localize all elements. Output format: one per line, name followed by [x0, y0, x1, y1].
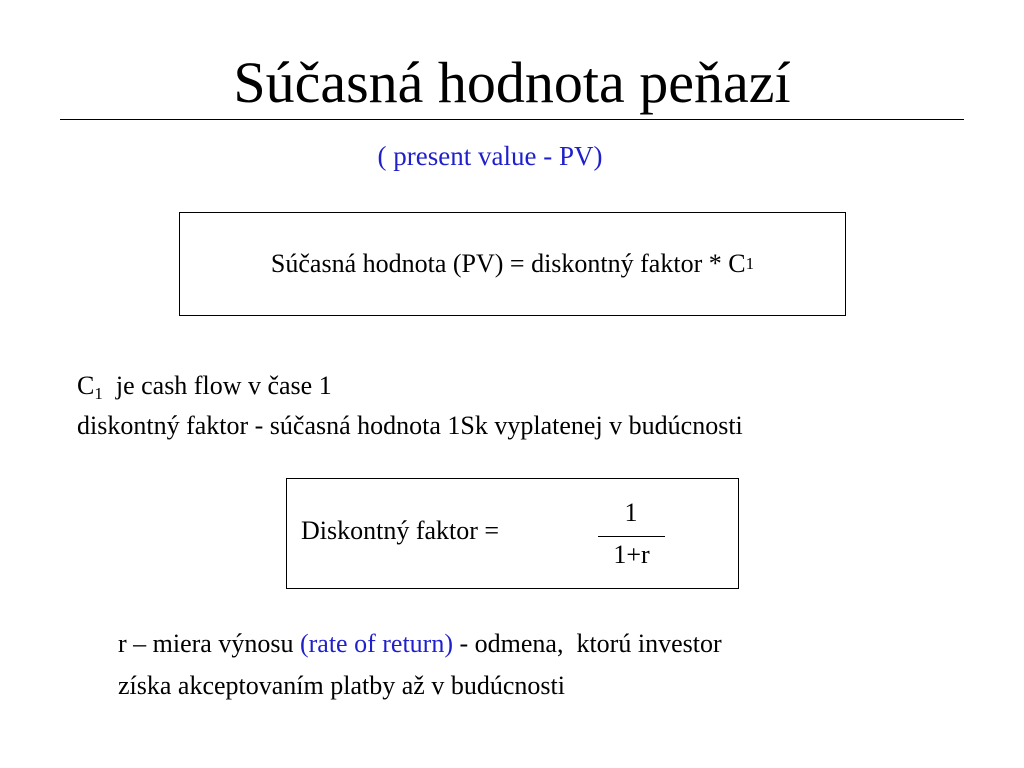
slide-subtitle: ( present value - PV) [377, 141, 603, 171]
note-line1-start: r – miera výnosu [118, 629, 300, 658]
rate-of-return-note-line2: získa akceptovaním platby až v budúcnosti [118, 671, 565, 700]
c1-definition [77, 370, 332, 402]
c1-definition-text: je cash flow v čase 1 [102, 371, 332, 400]
c1-subscript: 1 [94, 384, 103, 403]
discount-factor-box [286, 478, 739, 589]
fraction-denominator: 1+r [613, 540, 650, 569]
discount-factor-definition: diskontný faktor - súčasná hodnota 1Sk vyplatenej v budúcnosti [77, 411, 743, 440]
slide-title: Súčasná hodnota peňazí [233, 50, 791, 115]
discount-factor-label: Diskontný faktor = [301, 516, 500, 545]
rate-of-return-note-line1 [118, 628, 722, 660]
c1-symbol: C [77, 371, 95, 400]
title-divider [60, 119, 964, 120]
fraction-bar [598, 536, 665, 537]
pv-formula-box [179, 212, 846, 316]
rate-of-return-highlight: (rate of return) [299, 629, 453, 658]
pv-formula: Súčasná hodnota (PV) = diskontný faktor * C 1 [270, 249, 755, 278]
pv-formula-text: Súčasná hodnota (PV) = diskontný faktor * C [270, 249, 746, 278]
note-line1-end: - odmena, ktorú investor [453, 629, 722, 658]
fraction-numerator: 1 [624, 498, 638, 527]
